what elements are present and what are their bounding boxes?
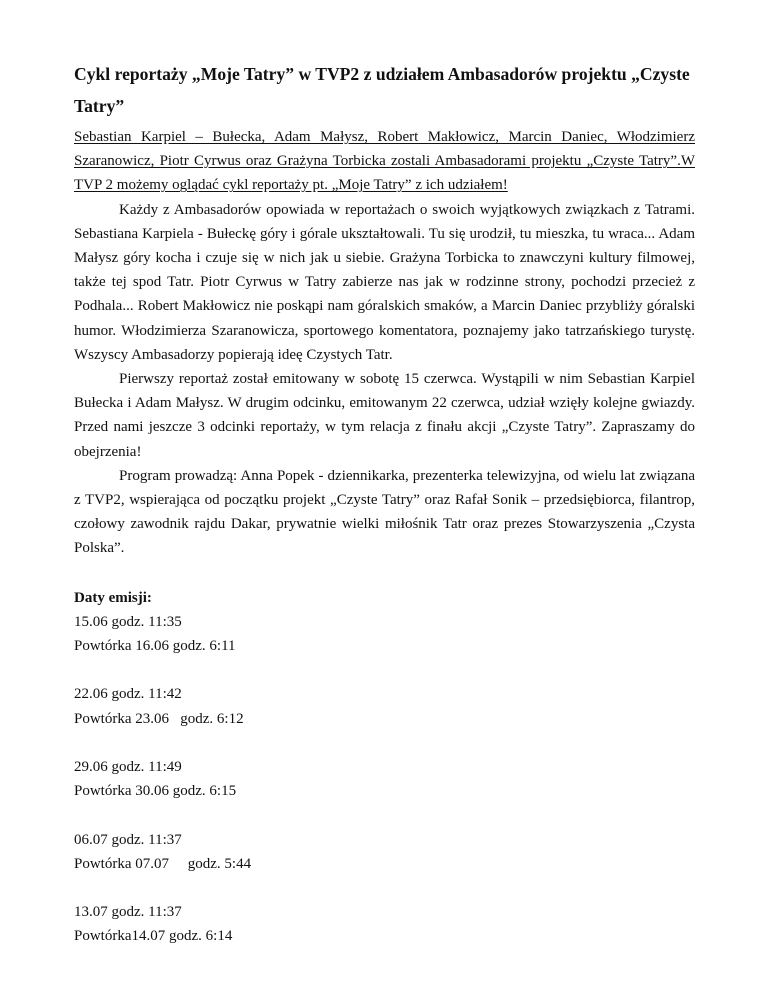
schedule-air-time: 13.07 godz. 11:37 <box>74 904 182 921</box>
schedule-air-time: 06.07 godz. 11:37 <box>74 831 182 848</box>
schedule-repeat-time: Powtórka14.07 godz. 6:14 <box>74 928 233 945</box>
schedule-air-time: 15.06 godz. 11:35 <box>74 613 182 630</box>
schedule-air-time: 22.06 godz. 11:42 <box>74 686 182 703</box>
intro-paragraph: Sebastian Karpiel – Bułecka, Adam Małysz, Robert Makłowicz, Marcin Daniec, Włodzimierz Szaranowicz, Piotr Cyrwus oraz Grażyna Torbicka zostali Ambasadorami projektu „Czyste Tatry”.W TVP 2 możemy oglądać cykl reportaży pt. „Moje Tatry” z ich udziałem! <box>74 129 695 194</box>
body-paragraph-ambassadors: Każdy z Ambasadorów opowiada w reportażach o swoich wyjątkowych związkach z Tatrami. Sebastiana Karpiela - Bułeckę góry i górale ukształtowali. Tu się urodził, tu mieszka, tu wraca... Adam Małysz góry kocha i czuje się w nich jak u siebie. Grażyna Torbicka to znawczyni kultury filmowej, także tej spod Tatr. Piotr Cyrwus w Tatry zabierze nas jak w rodzinne strony, pochodzi przecież z Podhala... Robert Makłowicz nie poskąpi nam góralskich smaków, a Marcin Daniec przybliży góralski humor. Włodzimierza Szaranowicza, sportowego komentatora, poznajemy jako tatrzańskiego turystę. Wszyscy Ambasadorzy popierają ideę Czystych Tatr. <box>74 201 695 363</box>
schedule-air-time: 29.06 godz. 11:49 <box>74 759 182 776</box>
schedule-entry <box>74 755 695 803</box>
schedule-repeat-time: Powtórka 16.06 godz. 6:11 <box>74 638 236 655</box>
broadcast-schedule <box>74 586 695 949</box>
body-paragraph-episodes: Pierwszy reportaż został emitowany w sobotę 15 czerwca. Wystąpili w nim Sebastian Karpiel Bułecka i Adam Małysz. W drugim odcinku, emitowanym 22 czerwca, udział wzięły kolejne gwiazdy. Przed nami jeszcze 3 odcinki reportaży, w tym relacja z finału akcji „Czyste Tatry”. Zapraszamy do obejrzenia! <box>74 371 695 460</box>
schedule-repeat-time: Powtórka 07.07 godz. 5:44 <box>74 855 252 872</box>
body-paragraph-hosts: Program prowadzą: Anna Popek - dziennikarka, prezenterka telewizyjna, od wielu lat związana z TVP2, wspierająca od początku projekt „Czyste Tatry” oraz Rafał Sonik – przedsiębiorca, filantrop, czołowy zawodnik rajdu Dakar, prywatnie wielki miłośnik Tatr oraz prezes Stowarzyszenia „Czysta Polska”. <box>74 467 695 557</box>
schedule-entry <box>74 828 695 876</box>
schedule-repeat-time: Powtórka 30.06 godz. 6:15 <box>74 783 237 800</box>
schedule-entry <box>74 682 695 730</box>
schedule-entry <box>74 610 695 658</box>
schedule-entry <box>74 900 695 948</box>
document-page <box>74 58 695 973</box>
schedule-repeat-time: Powtórka 23.06 godz. 6:12 <box>74 710 244 727</box>
schedule-heading: Daty emisji: <box>74 589 152 606</box>
document-title: Cykl reportaży „Moje Tatry” w TVP2 z udziałem Ambasadorów projektu „Czyste Tatry” <box>74 64 690 116</box>
